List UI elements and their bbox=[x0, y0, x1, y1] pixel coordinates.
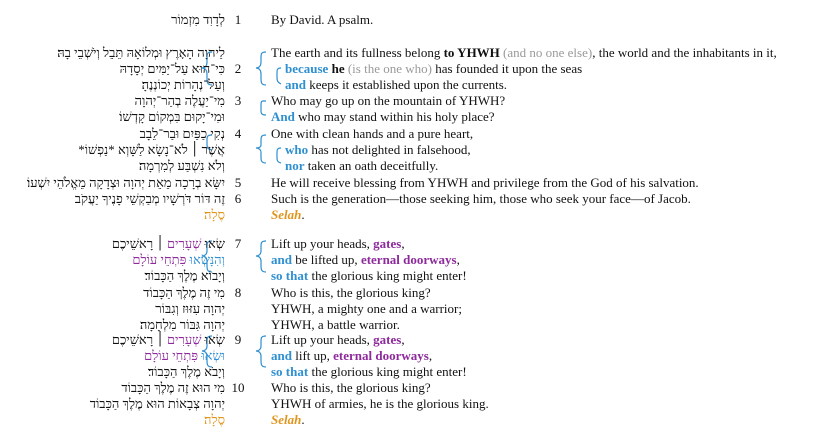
hebrew-v7-line3: וְיָבוֹא מֶלֶךְ הַכָּבוֹד׃ bbox=[144, 268, 225, 283]
english-v1: By David. A psalm. bbox=[271, 12, 374, 27]
english-v3-line2: And who may stand within his holy place? bbox=[271, 109, 495, 124]
hebrew-v7-line1: שְׂאוּ שְׁעָרִים ׀ רָאשֵׁיכֶם bbox=[111, 236, 225, 251]
english-v4-line3: nor taken an oath deceitfully. bbox=[285, 158, 439, 173]
bracket-english-v2-inner bbox=[277, 68, 281, 84]
verse-number-1: 1 bbox=[234, 12, 242, 27]
bracket-english-v3 bbox=[261, 101, 266, 115]
bracket-english-v7 bbox=[256, 241, 266, 272]
english-v2-line3: and keeps it established upon the currents. bbox=[285, 77, 508, 92]
hebrew-v2-line1: לַיהוָה הָאָרֶץ וּמְלוֹאָהּ תֵּבֵל וְיֹשְׁבֵי בָהּ׃ bbox=[57, 45, 225, 60]
english-v4-line2: who has not delighted in falsehood, bbox=[285, 142, 471, 157]
english-v3-line1: Who may go up on the mountain of YHWH? bbox=[271, 93, 506, 108]
english-v4-line1: One with clean hands and a pure heart, bbox=[271, 126, 474, 141]
bracket-english-v2 bbox=[256, 52, 266, 85]
english-v10-line1: Who is this, the glorious king? bbox=[271, 380, 431, 395]
hebrew-v9-line3: וְיָבֹא מֶלֶךְ הַכָּבוֹד׃ bbox=[147, 364, 225, 379]
hebrew-v3-line2: וּמִי־יָקוּם בִּמְקוֹם קָדְשׁוֹ׃ bbox=[119, 109, 225, 124]
hebrew-v6: זֶה דּוֹר דֹּרְשָׁיו מְבַקְשֵׁי פָנֶיךָ יַעֲקֹב bbox=[74, 191, 225, 206]
verse-number-6: 6 bbox=[234, 191, 242, 206]
hebrew-v2-line3: וְעַל־נְהָרוֹת יְכוֹנְנֶהָ׃ bbox=[141, 77, 225, 92]
english-v9-line2: and lift up, eternal doorways, bbox=[271, 348, 433, 363]
english-v6: Such is the generation—those seeking him, those who seek your face—of Jacob. bbox=[271, 191, 691, 206]
english-v2-line1: The earth and its fullness belong to YHWH (and no one else), the world and the inhabitants in it, bbox=[271, 45, 777, 60]
english-v8-line3: YHWH, a battle warrior. bbox=[271, 317, 400, 332]
hebrew-v5: יִשָּׂא בְרָכָה מֵאֵת יְהוָה וּצְדָקָה מֵאֱלֹהֵי יִשְׁעוֹ׃ bbox=[26, 175, 225, 190]
verse-number-7: 7 bbox=[234, 236, 242, 251]
hebrew-v4-line1: נְקִי כַפַּיִם וּבַר־לֵבָב bbox=[139, 126, 225, 141]
english-v6-selah: Selah. bbox=[271, 207, 305, 222]
verse-number-10: 10 bbox=[231, 380, 245, 395]
english-v9-line1: Lift up your heads, gates, bbox=[271, 332, 405, 347]
verse-number-4: 4 bbox=[234, 126, 242, 141]
hebrew-v6-selah: סֶלָה׃ bbox=[204, 207, 225, 222]
english-v9-line3: so that the glorious king might enter! bbox=[271, 364, 467, 379]
english-v8-line1: Who is this, the glorious king? bbox=[271, 285, 431, 300]
hebrew-v3-line1: מִי־יַעֲלֶה בְהַר־יְהוָה bbox=[134, 93, 225, 108]
bracket-english-v4-inner bbox=[277, 148, 281, 163]
hebrew-v8-line3: יְהוָה גִּבּוֹר מִלְחָמָה׃ bbox=[139, 317, 225, 332]
english-v7-line1: Lift up your heads, gates, bbox=[271, 236, 405, 251]
verse-number-9: 9 bbox=[234, 332, 242, 347]
verse-number-5: 5 bbox=[234, 175, 242, 190]
hebrew-v7-line2: וְהִנָּשְׂאוּ פִּתְחֵי עוֹלָם bbox=[132, 252, 225, 267]
english-v5: He will receive blessing from YHWH and privilege from the God of his salvation. bbox=[271, 175, 699, 190]
hebrew-v4-line2: אֲשֶׁר ׀ לֹא־נָשָׂא לַשָּׁוְא *נַפְשׁוֹ* bbox=[78, 142, 225, 157]
hebrew-v1: לְדָוִד מִזְמוֹר bbox=[171, 12, 225, 27]
english-v8-line2: YHWH, a mighty one and a warrior; bbox=[271, 301, 462, 316]
bracket-english-v4 bbox=[256, 135, 266, 163]
verse-number-8: 8 bbox=[234, 285, 242, 300]
hebrew-v10-line1: מִי הוּא זֶה מֶלֶךְ הַכָּבוֹד bbox=[121, 380, 225, 395]
hebrew-v8-line1: מִי זֶה מֶלֶךְ הַכָּבוֹד bbox=[143, 285, 225, 300]
english-v2-line2: because he (is the one who) has founded it upon the seas bbox=[285, 61, 583, 76]
hebrew-v8-line2: יְהוָה עִזּוּז וְגִבּוֹר bbox=[155, 301, 225, 316]
english-v10-line2: YHWH of armies, he is the glorious king. bbox=[271, 396, 489, 411]
verse-number-2: 2 bbox=[234, 61, 242, 76]
bracket-english-v9 bbox=[256, 336, 266, 367]
hebrew-v10-line2: יְהוָה צְבָאוֹת הוּא מֶלֶךְ הַכָּבוֹד bbox=[89, 396, 225, 411]
english-v7-line3: so that the glorious king might enter! bbox=[271, 268, 467, 283]
hebrew-v4-line3: וְלֹא נִשְׁבַּע לְמִרְמָה׃ bbox=[138, 158, 225, 173]
hebrew-v9-line2: וּשְׂאוּ פִּתְחֵי עוֹלָם bbox=[144, 348, 225, 363]
hebrew-v9-line1: שְׂאוּ שְׁעָרִים ׀ רָאשֵׁיכֶם bbox=[111, 332, 225, 347]
english-v7-line2: and be lifted up, eternal doorways, bbox=[271, 252, 460, 267]
hebrew-v2-line2: כִּי־הוּא עַל־יַמִּים יְסָדָהּ bbox=[119, 61, 225, 76]
hebrew-v10-selah: סֶלָה׃ bbox=[204, 412, 225, 427]
verse-number-3: 3 bbox=[234, 93, 242, 108]
english-v10-selah: Selah. bbox=[271, 412, 305, 427]
